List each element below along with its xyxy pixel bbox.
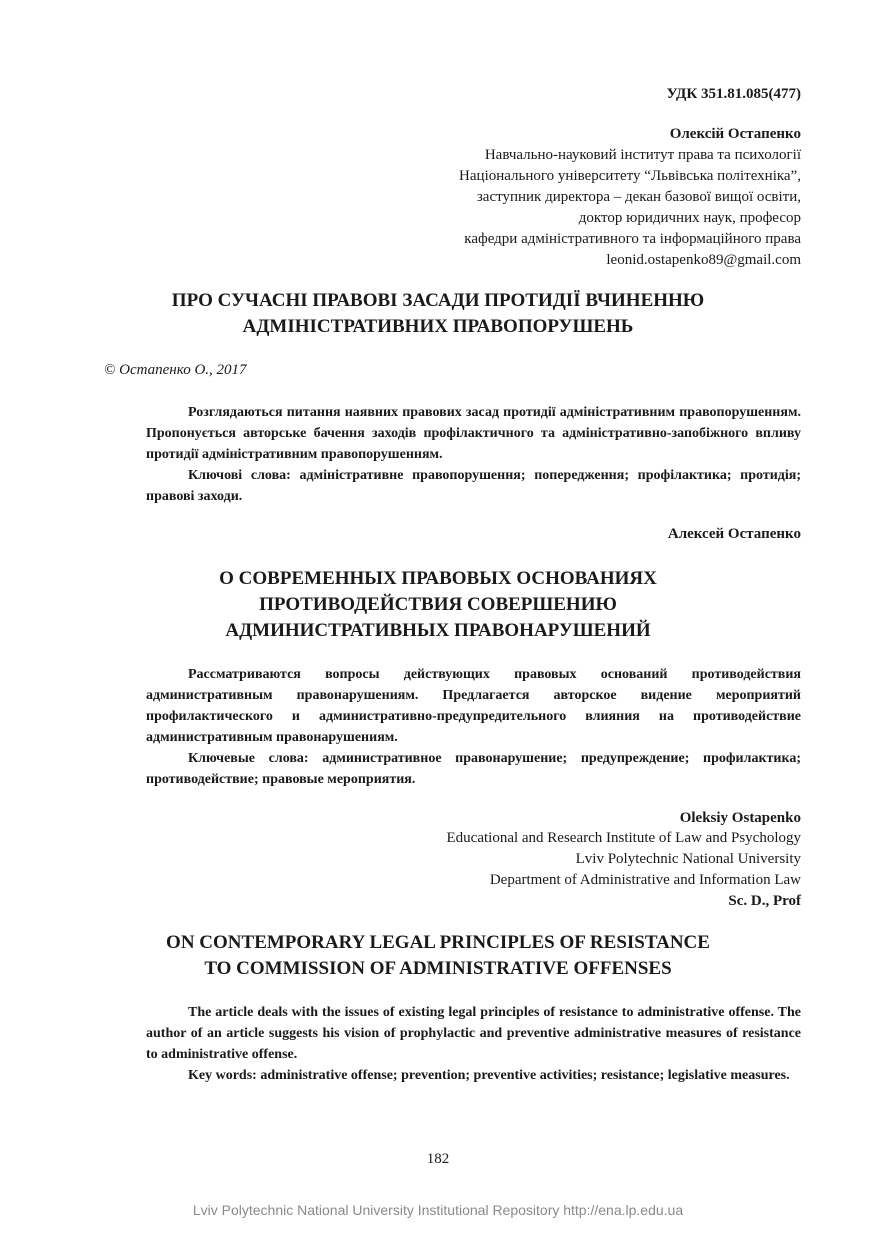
- title-line: ПРОТИВОДЕЙСТВИЯ СОВЕРШЕНИЮ: [259, 594, 617, 615]
- en-abstract: The article deals with the issues of existing legal principles of resistance to administrative offense. The author of an article suggests his vision of prophylactic and preventive administrative measures of resistance to administrative offense.: [146, 1005, 801, 1062]
- ru-keywords: Ключевые слова: административное правонарушение; предупреждение; профилактика; противодействие; правовые мероприятия.: [146, 751, 801, 787]
- en-article-title: [0, 930, 876, 982]
- title-line: О СОВРЕМЕННЫХ ПРАВОВЫХ ОСНОВАНИЯХ: [219, 568, 657, 589]
- title-line: АДМИНИСТРАТИВНЫХ ПРАВОНАРУШЕНИЙ: [225, 620, 651, 641]
- ua-author-name: Олексій Остапенко: [669, 126, 801, 142]
- author-degree: Sc. D., Prof: [728, 893, 801, 909]
- affiliation-line: Department of Administrative and Information Law: [489, 872, 801, 888]
- ru-abstract-block: [146, 664, 801, 790]
- title-line: ПРО СУЧАСНІ ПРАВОВІ ЗАСАДИ ПРОТИДІЇ ВЧИНЕННЮ: [171, 290, 705, 311]
- affiliation-line: Навчально-науковий інститут права та психології: [484, 147, 801, 163]
- ua-author-affiliation: [459, 145, 801, 271]
- affiliation-line: Національного університету “Львівська політехніка”,: [459, 168, 801, 184]
- affiliation-line: Educational and Research Institute of Law and Psychology: [446, 830, 801, 846]
- en-abstract-block: [146, 1002, 801, 1086]
- ua-abstract: Розглядаються питання наявних правових засад протидії адміністративним правопорушенням. Пропонується авторське бачення заходів профілактичного та адміністративно-запобіжного впливу протидії адміністративним правопорушенням.: [146, 405, 801, 462]
- copyright-notice: © Остапенко О., 2017: [104, 362, 247, 378]
- udk-code: УДК 351.81.085(477): [666, 86, 801, 102]
- title-line: ON CONTEMPORARY LEGAL PRINCIPLES OF RESISTANCE: [166, 932, 710, 953]
- author-email: leonid.ostapenko89@gmail.com: [606, 252, 801, 268]
- ua-article-title: [0, 288, 876, 340]
- en-author-name: Oleksiy Ostapenko: [679, 810, 801, 826]
- ru-abstract: Рассматриваются вопросы действующих правовых оснований противодействия административным правонарушениям. Предлагается авторское видение мероприятий профилактического и административно-предупредительного влияния на противодействие административным правонарушениям.: [146, 667, 801, 745]
- ru-article-title: [0, 566, 876, 644]
- ru-author-name: Алексей Остапенко: [667, 526, 801, 542]
- en-keywords: Key words: administrative offense; prevention; preventive activities; resistance; legislative measures.: [188, 1068, 790, 1083]
- ua-keywords: Ключові слова: адміністративне правопорушення; попередження; профілактика; протидія; правові заходи.: [146, 468, 801, 504]
- ua-abstract-block: [146, 402, 801, 507]
- en-author-block: [447, 808, 802, 912]
- ua-author-block: [459, 125, 801, 271]
- page-number: 182: [426, 1151, 450, 1167]
- affiliation-line: заступник директора – декан базової вищої освіти,: [476, 189, 801, 205]
- title-line: АДМІНІСТРАТИВНИХ ПРАВОПОРУШЕНЬ: [242, 316, 634, 337]
- affiliation-line: доктор юридичних наук, професор: [578, 210, 801, 226]
- title-line: TO COMMISSION OF ADMINISTRATIVE OFFENSES: [204, 958, 672, 979]
- affiliation-line: кафедри адміністративного та інформаційного права: [464, 231, 801, 247]
- repository-footer: Lviv Polytechnic National University Institutional Repository http://ena.lp.edu.ua: [192, 1202, 684, 1218]
- en-author-affiliation: [447, 828, 802, 912]
- affiliation-line: Lviv Polytechnic National University: [575, 851, 801, 867]
